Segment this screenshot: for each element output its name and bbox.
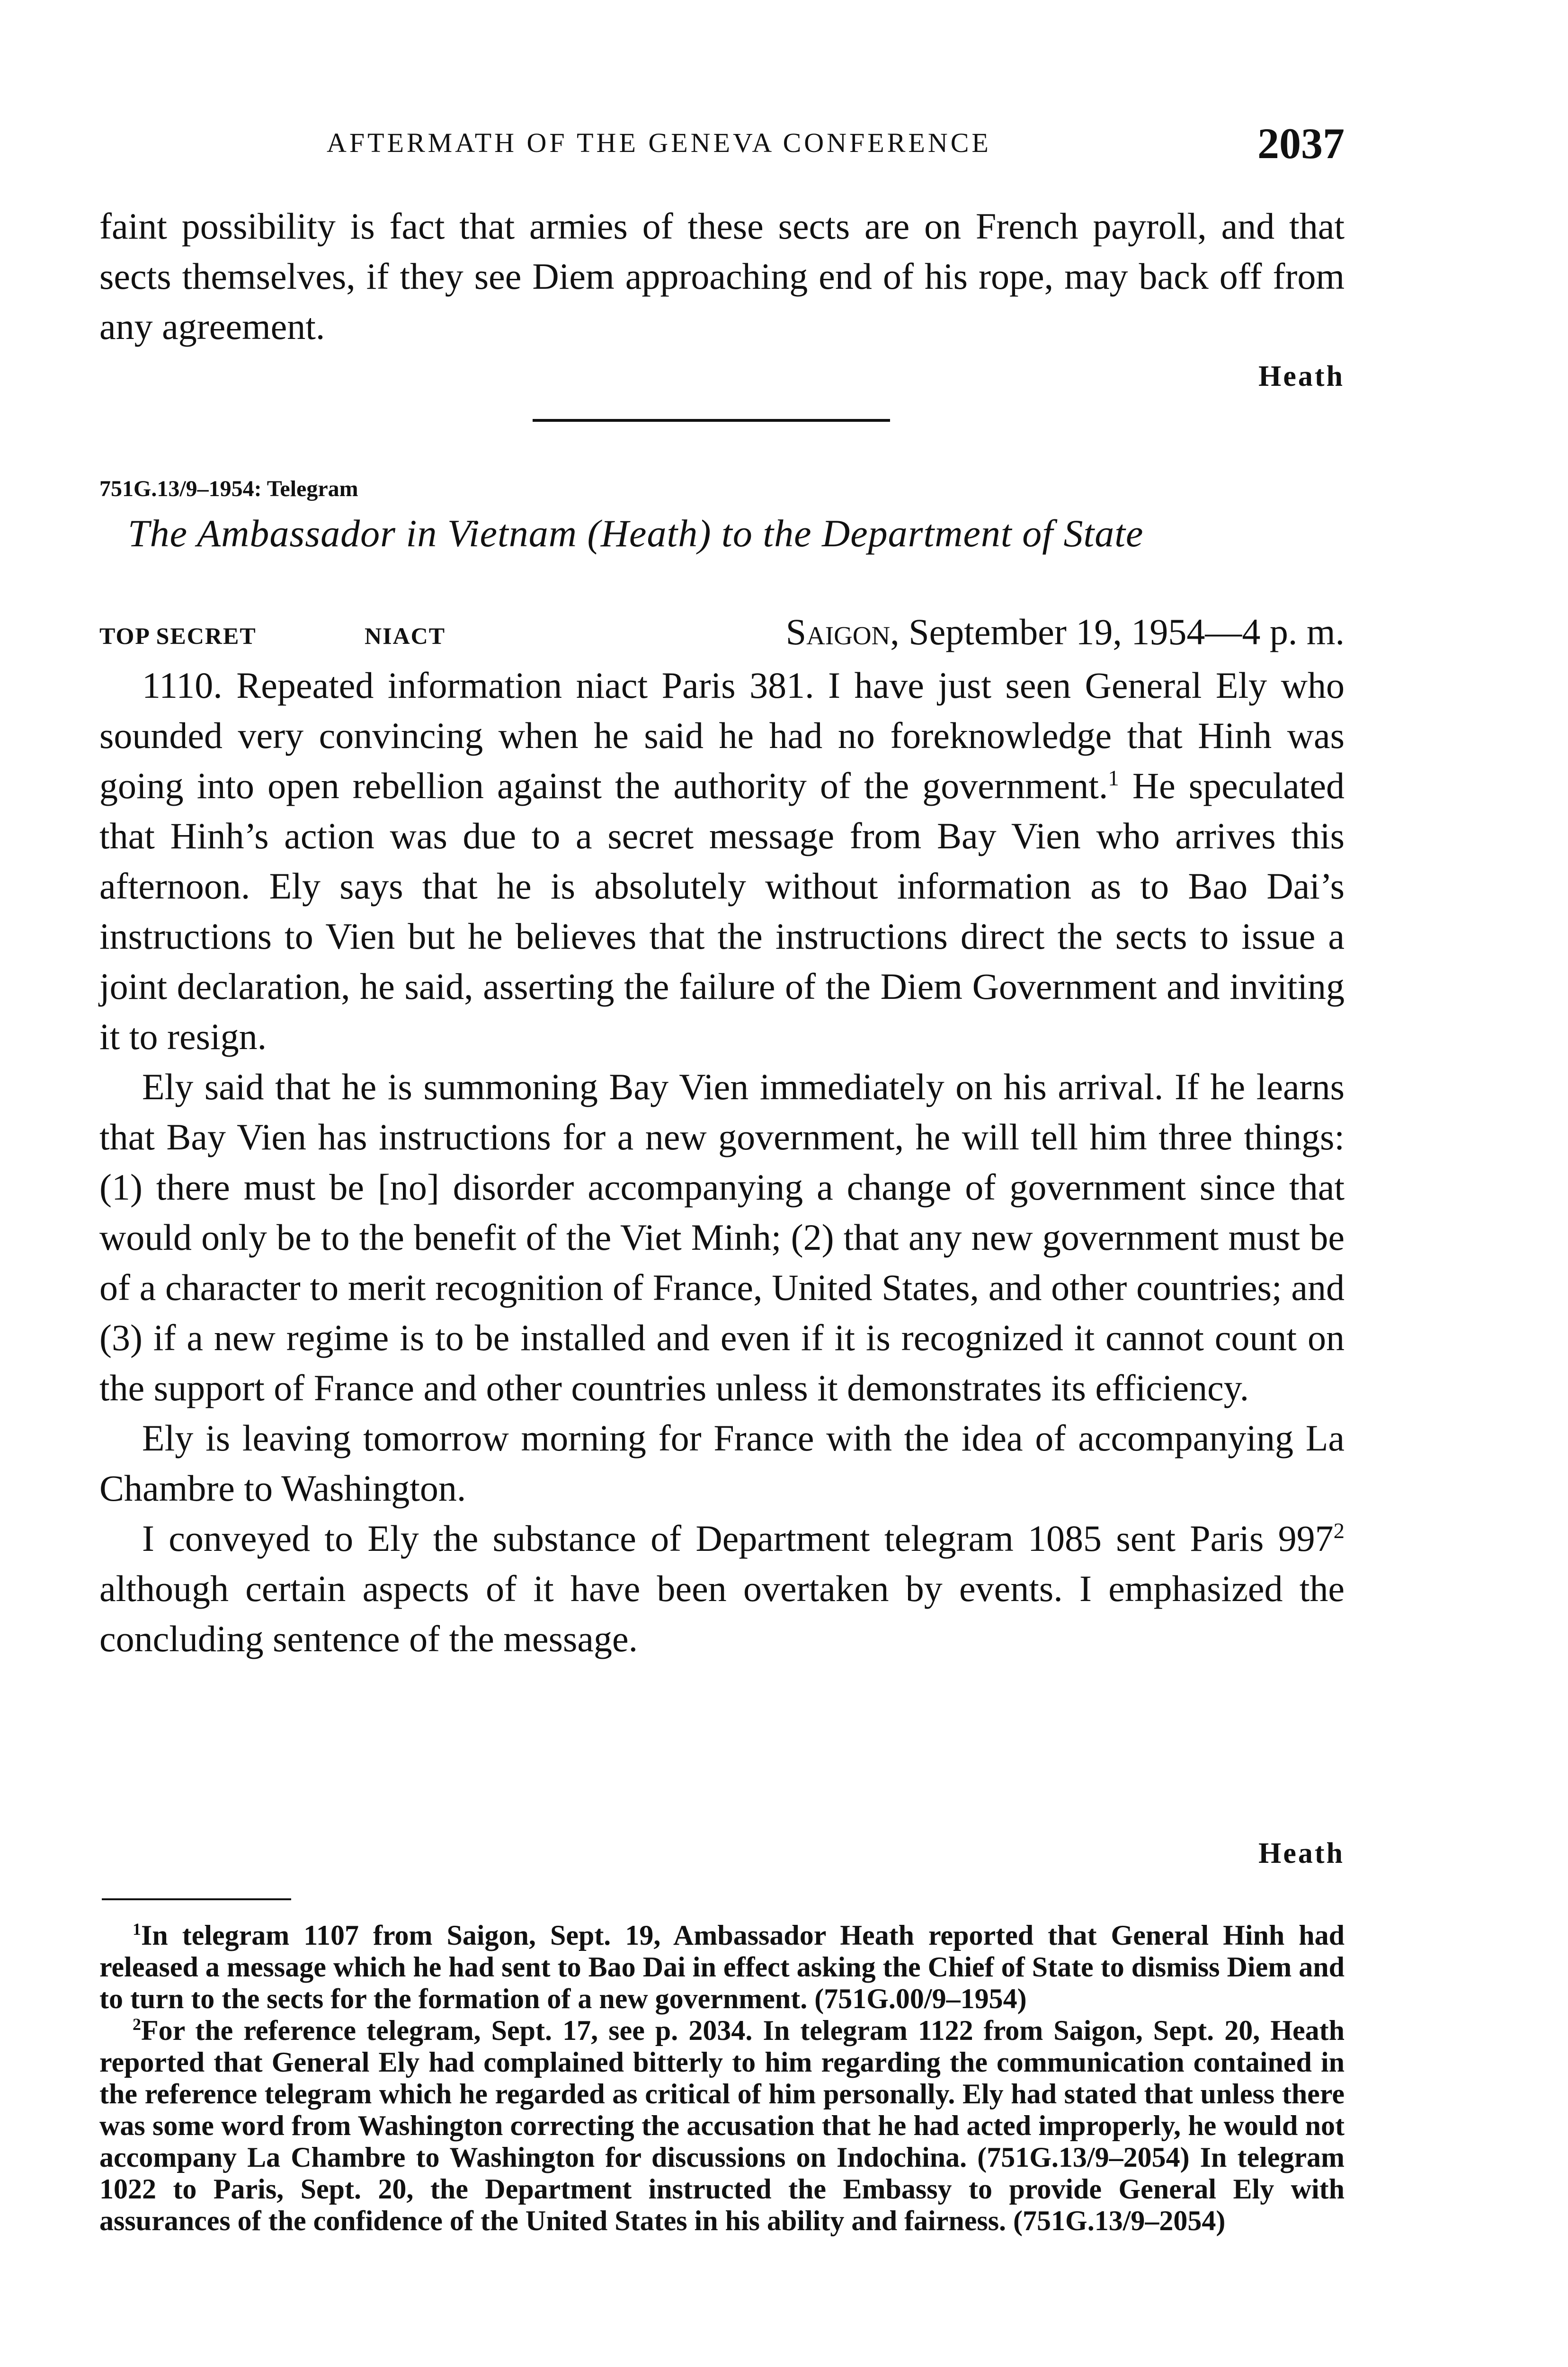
section-divider	[533, 419, 890, 422]
telegram-body	[99, 660, 1345, 1664]
page-number: 2037	[1257, 119, 1345, 168]
document-heading: The Ambassador in Vietnam (Heath) to the Department of State	[128, 512, 1144, 555]
body-paragraph	[99, 1513, 1345, 1664]
continued-text-block	[99, 201, 1345, 352]
footnote-number: 2	[133, 2015, 141, 2034]
precedence-label: NIACT	[365, 623, 446, 649]
running-head-title: AFTERMATH OF THE GENEVA CONFERENCE	[327, 127, 991, 158]
footnote-rule	[102, 1898, 291, 1900]
classification-label: TOP SECRET	[99, 623, 257, 649]
signature-top: Heath	[1258, 360, 1345, 392]
footnote-number: 1	[133, 1920, 141, 1939]
running-head	[95, 118, 1345, 175]
dateline	[99, 611, 1345, 653]
place-name: Saigon	[785, 611, 891, 652]
paragraph-text: Ely is leaving tomorrow morning for France with the idea of accompanying La Chambre to Washington.	[99, 1417, 1345, 1509]
signature-bottom: Heath	[1258, 1837, 1345, 1869]
footnote-marker: 1	[1108, 766, 1119, 791]
date-time: , September 19, 1954—4 p. m.	[890, 611, 1345, 652]
paragraph-text: I conveyed to Ely the substance of Department telegram 1085 sent Paris 997	[142, 1518, 1334, 1559]
place-date	[786, 611, 1345, 653]
paragraph-text: 1110. Repeated information niact Paris 381. I have just seen General Ely who sounded very convincing when he said he had no foreknowledge that Hinh was going into open rebellion against the authority of the government.	[99, 665, 1345, 806]
body-paragraph	[99, 1062, 1345, 1413]
footnote-text: For the reference telegram, Sept. 17, see p. 2034. In telegram 1122 from Saigon, Sept. 20, Heath reported that General Ely had complained bitterly to him regarding the communication contained in the reference telegram which he regarded as critical of him personally. Ely had stated that unless there was some word from Washington correcting the accusation that he had acted improperly, he would not accompany La Chambre to Washington for discussions on Indochina. (751G.13/9–2054) In telegram 1022 to Paris, Sept. 20, the Department instructed the Embassy to provide General Ely with assurances of the confidence of the United States in his ability and fairness. (751G.13/9–2054)	[99, 2015, 1345, 2236]
continued-paragraph: faint possibility is fact that armies of these sects are on French payroll, and that sects themselves, if they see Diem approaching end of his rope, may back off from any agreement.	[99, 205, 1345, 347]
footnotes	[99, 1920, 1345, 2237]
file-reference: 751G.13/9–1954: Telegram	[99, 476, 358, 501]
paragraph-text: although certain aspects of it have been overtaken by events. I emphasized the concluding sentence of the message.	[99, 1568, 1345, 1659]
footnote-text: In telegram 1107 from Saigon, Sept. 19, Ambassador Heath reported that General Hinh had released a message which he had sent to Bao Dai in effect asking the Chief of State to dismiss Diem and to turn to the sects for the formation of a new government. (751G.00/9–1954)	[99, 1920, 1345, 2014]
body-paragraph	[99, 660, 1345, 1062]
footnote-marker: 2	[1333, 1519, 1345, 1543]
footnote	[99, 2015, 1345, 2237]
paragraph-text: He speculated that Hinh’s action was due to a secret message from Bay Vien who arrives this afternoon. Ely says that he is absolutely without information as to Bao Dai’s instructions to Vien but he believes that the instructions direct the sects to issue a joint declaration, he said, asserting the failure of the Diem Government and inviting it to resign.	[99, 765, 1345, 1057]
footnote	[99, 1920, 1345, 2015]
body-paragraph	[99, 1413, 1345, 1513]
paragraph-text: Ely said that he is summoning Bay Vien immediately on his arrival. If he learns that Bay Vien has instructions for a new government, he will tell him three things: (1) there must be [no] disorder accompanying a change of government since that would only be to the benefit of the Viet Minh; (2) that any new government must be of a character to merit recognition of France, United States, and other countries; and (3) if a new regime is to be installed and even if it is recognized it cannot count on the support of France and other countries unless it demonstrates its efficiency.	[99, 1066, 1345, 1408]
